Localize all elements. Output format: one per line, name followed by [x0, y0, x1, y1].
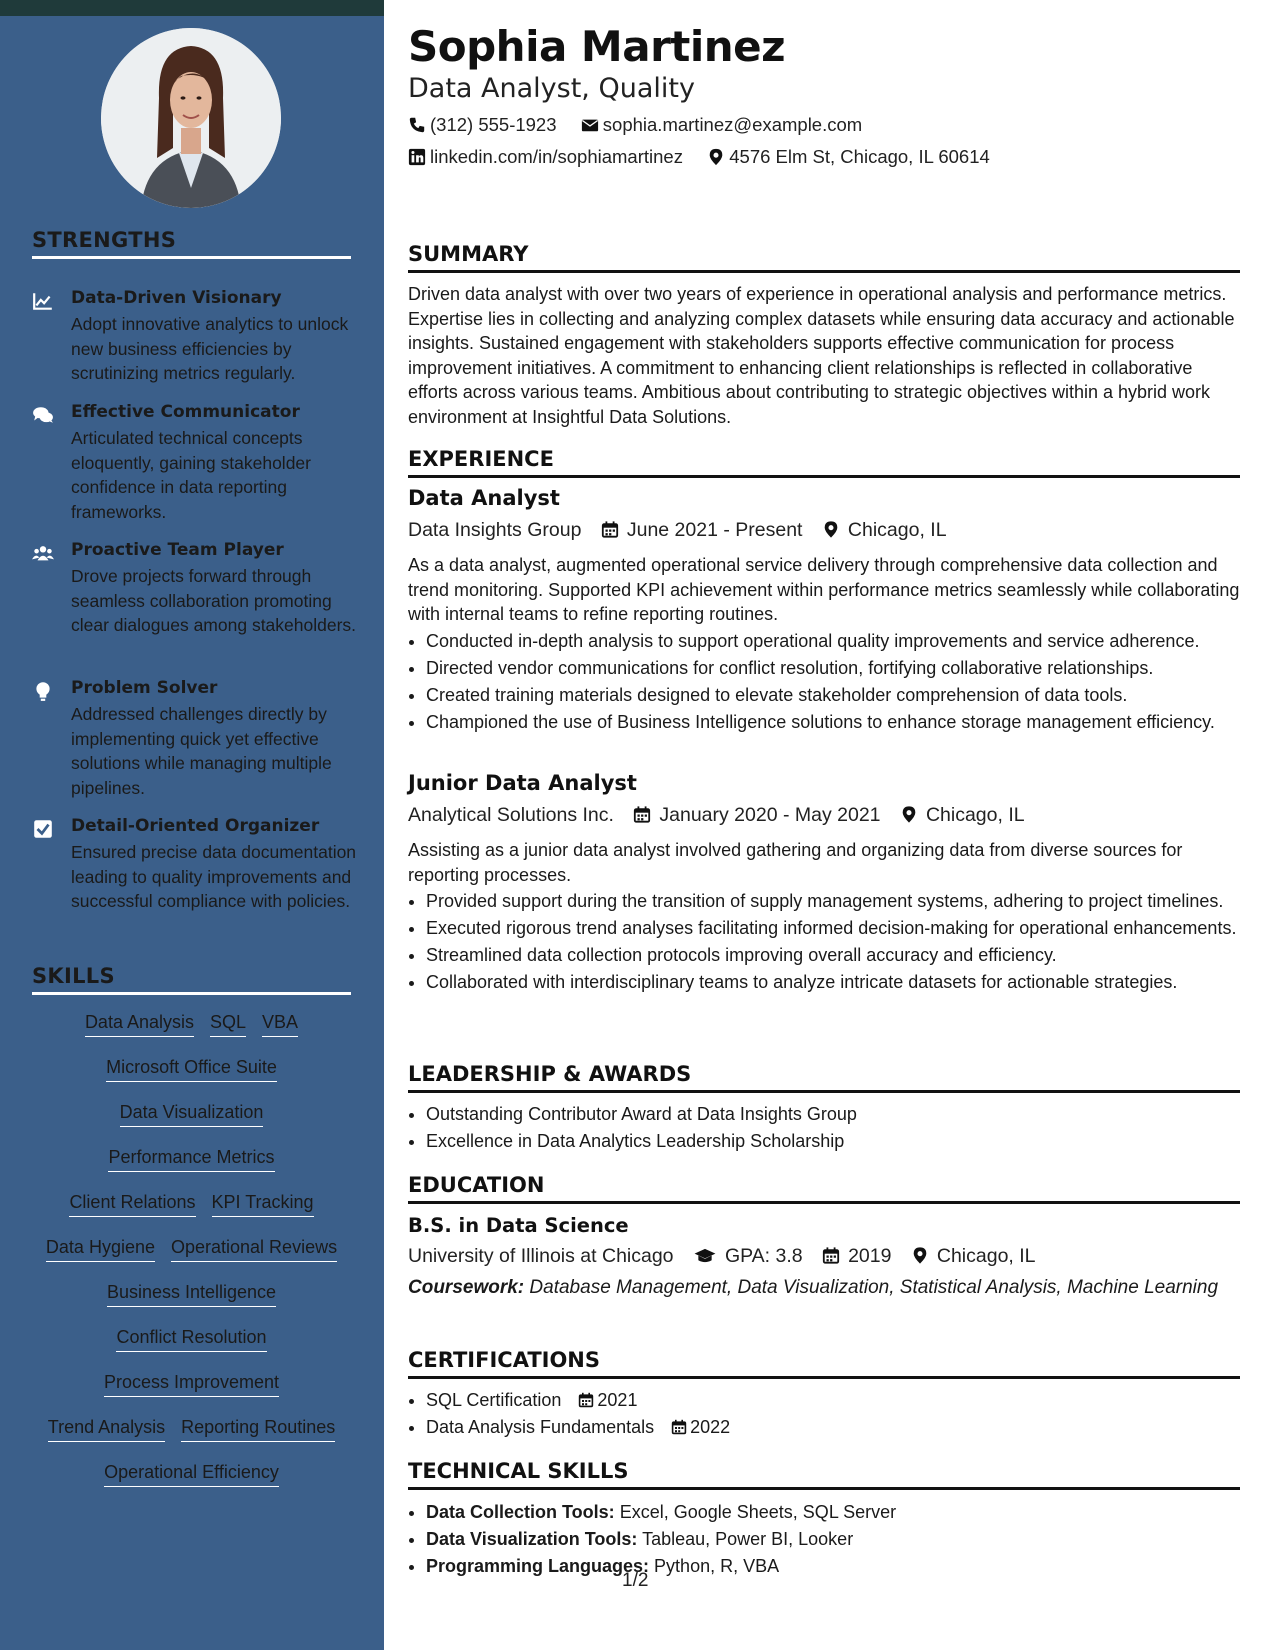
- skills-row: [32, 1462, 351, 1487]
- job-title: Data Analyst: [408, 486, 560, 510]
- strength-title: Data-Driven Visionary: [71, 288, 282, 308]
- skills-row: [32, 1237, 351, 1262]
- list-item: • Outstanding Contributor Award at Data Insights Group: [426, 1102, 1258, 1127]
- list-item: • Created training materials designed to elevate stakeholder comprehension of data tools.: [426, 683, 1258, 708]
- top-accent-strip: [0, 0, 384, 16]
- linkedin-link[interactable]: linkedin.com/in/sophiamartinez: [430, 146, 683, 167]
- education-heading: EDUCATION: [408, 1173, 1240, 1204]
- strength-desc: Drove projects forward through seamless collaboration promoting clear dialogues among stakeholders.: [71, 566, 357, 635]
- leadership-list: [408, 1102, 1258, 1156]
- users-icon: [32, 542, 54, 564]
- school-name: University of Illinois at Chicago: [408, 1245, 674, 1267]
- comments-icon: [32, 404, 54, 426]
- contact-line: [408, 146, 990, 168]
- skill-tag: Business Intelligence: [107, 1282, 276, 1307]
- phone-icon: [408, 116, 426, 134]
- job-dates: January 2020 - May 2021: [659, 804, 881, 826]
- envelope-icon: [581, 116, 599, 134]
- skills-row: [32, 1282, 351, 1307]
- skills-row: [32, 1102, 351, 1127]
- candidate-name: Sophia Martinez: [408, 22, 786, 71]
- strength-title: Proactive Team Player: [71, 540, 284, 560]
- tech-label: Programming Languages:: [426, 1556, 650, 1576]
- calendar-icon: [601, 520, 619, 539]
- tech-label: Data Visualization Tools:: [426, 1529, 638, 1549]
- address-text: 4576 Elm St, Chicago, IL 60614: [729, 146, 990, 167]
- skill-tag: Trend Analysis: [48, 1417, 165, 1442]
- candidate-title: Data Analyst, Quality: [408, 73, 695, 104]
- cert-year: 2022: [690, 1417, 731, 1437]
- technical-skills-heading: TECHNICAL SKILLS: [408, 1459, 1240, 1490]
- coursework: [408, 1276, 1240, 1301]
- strength-desc: Articulated technical concepts eloquently, gaining stakeholder confidence in data reporting frameworks.: [71, 428, 311, 522]
- technical-skills-list: [408, 1500, 1258, 1581]
- list-item: [426, 1500, 1258, 1525]
- job-description: Assisting as a junior data analyst involved gathering and organizing data from diverse sources for reporting processes.: [408, 840, 1183, 885]
- cert-name: Data Analysis Fundamentals: [426, 1417, 655, 1437]
- email-text[interactable]: sophia.martinez@example.com: [602, 114, 863, 135]
- certifications-list: [408, 1388, 1258, 1442]
- experience-heading: EXPERIENCE: [408, 447, 1240, 478]
- job-company: Data Insights Group: [408, 519, 582, 541]
- degree-title: B.S. in Data Science: [408, 1214, 629, 1237]
- tech-value: Tableau, Power BI, Looker: [642, 1529, 854, 1549]
- list-item: [426, 1554, 1258, 1579]
- education-meta: [408, 1245, 1036, 1268]
- contact-line: [408, 114, 862, 136]
- skills-row: [32, 1147, 351, 1172]
- list-item: • Directed vendor communications for conflict resolution, fortifying collaborative relationships.: [426, 656, 1258, 681]
- skill-tag: Reporting Routines: [181, 1417, 335, 1442]
- phone-text[interactable]: (312) 555-1923: [430, 114, 557, 135]
- list-item: [426, 1527, 1258, 1552]
- calendar-icon: [633, 805, 651, 824]
- list-item: • Collaborated with interdisciplinary teams to analyze intricate datasets for actionable strategies.: [426, 970, 1258, 995]
- skill-tag: Data Visualization: [120, 1102, 264, 1127]
- skill-tag: Performance Metrics: [108, 1147, 274, 1172]
- lightbulb-icon: [32, 680, 54, 702]
- coursework-text: Database Management, Data Visualization, Statistical Analysis, Machine Learning: [529, 1277, 1219, 1298]
- skill-tag: Data Analysis: [85, 1012, 194, 1037]
- calendar-icon: [671, 1419, 687, 1435]
- skills-row: [32, 1012, 351, 1037]
- skill-tag: SQL: [210, 1012, 246, 1037]
- job-company: Analytical Solutions Inc.: [408, 804, 614, 826]
- job-location: Chicago, IL: [847, 519, 947, 541]
- cert-name: SQL Certification: [426, 1390, 562, 1410]
- skills-row: [32, 1057, 351, 1082]
- coursework-label: Coursework:: [408, 1277, 525, 1298]
- calendar-icon: [578, 1392, 594, 1408]
- list-item: • Executed rigorous trend analyses facilitating informed decision-making for operational enhancements.: [426, 916, 1258, 941]
- gpa-text: GPA: 3.8: [724, 1245, 803, 1267]
- job-bullets: [408, 629, 1258, 737]
- skill-tag: Operational Reviews: [171, 1237, 337, 1262]
- cert-year: 2021: [597, 1390, 638, 1410]
- calendar-icon: [822, 1246, 840, 1265]
- skills-row: [32, 1372, 351, 1397]
- job-meta: [408, 804, 1025, 827]
- list-item: • Provided support during the transition of supply management systems, adhering to project timelines.: [426, 889, 1258, 914]
- list-item: [426, 1415, 1258, 1440]
- skill-tag: VBA: [262, 1012, 298, 1037]
- skill-tag: Microsoft Office Suite: [106, 1057, 277, 1082]
- skills-row: [32, 1192, 351, 1217]
- skills-row: [32, 1417, 351, 1442]
- strength-desc: Addressed challenges directly by implementing quick yet effective solutions while managing multiple pipelines.: [71, 704, 332, 798]
- strength-title: Effective Communicator: [71, 402, 300, 422]
- strength-title: Problem Solver: [71, 678, 218, 698]
- list-item: • Streamlined data collection protocols improving overall accuracy and efficiency.: [426, 943, 1258, 968]
- skill-tag: Process Improvement: [104, 1372, 279, 1397]
- profile-photo: [101, 28, 281, 208]
- linkedin-icon: [408, 148, 426, 166]
- strength-title: Detail-Oriented Organizer: [71, 816, 320, 836]
- job-location: Chicago, IL: [925, 804, 1025, 826]
- graduation-year: 2019: [848, 1245, 892, 1267]
- job-bullets: [408, 889, 1258, 997]
- certifications-heading: CERTIFICATIONS: [408, 1348, 1240, 1379]
- skill-tag: Data Hygiene: [46, 1237, 155, 1262]
- chart-line-icon: [32, 290, 54, 312]
- list-item: • Championed the use of Business Intelligence solutions to enhance storage management efficiency.: [426, 710, 1258, 735]
- job-description: As a data analyst, augmented operational service delivery through comprehensive data collection and trend monitoring. Supported KPI achievement within performance metrics seamlessly while collaborating with internal teams to refine reporting routines.: [408, 555, 1240, 624]
- tech-value: Python, R, VBA: [654, 1556, 780, 1576]
- skill-tag: KPI Tracking: [212, 1192, 314, 1217]
- leadership-heading: LEADERSHIP & AWARDS: [408, 1062, 1240, 1093]
- job-meta: [408, 519, 947, 542]
- map-marker-icon: [900, 805, 918, 824]
- summary-heading: SUMMARY: [408, 242, 1240, 273]
- skill-tag: Client Relations: [69, 1192, 195, 1217]
- list-item: [426, 1388, 1258, 1413]
- map-marker-icon: [822, 520, 840, 539]
- skills-heading: SKILLS: [32, 964, 351, 995]
- tech-label: Data Collection Tools:: [426, 1502, 615, 1522]
- education-location: Chicago, IL: [936, 1245, 1036, 1267]
- list-item: • Excellence in Data Analytics Leadership Scholarship: [426, 1129, 1258, 1154]
- map-marker-icon: [911, 1246, 929, 1265]
- tech-value: Excel, Google Sheets, SQL Server: [619, 1502, 897, 1522]
- map-marker-icon: [707, 148, 725, 166]
- summary-text: Driven data analyst with over two years of experience in operational analysis and performance metrics. Expertise lies in collecting and analyzing complex datasets while ensuring data accuracy and actionable insights. Sustained engagement with stakeholders supports effective communication for process improvement initiatives. A commitment to enhancing client relationships is reflected in collaborative efforts across various teams. Ambitious about contributing to strategic objectives within a hybrid work environment at Insightful Data Solutions.: [408, 284, 1235, 427]
- job-dates: June 2021 - Present: [626, 519, 803, 541]
- checkbox-icon: [32, 818, 54, 840]
- skill-tag: Operational Efficiency: [104, 1462, 279, 1487]
- graduation-cap-icon: [693, 1246, 717, 1265]
- strengths-heading: STRENGTHS: [32, 228, 351, 259]
- list-item: • Conducted in-depth analysis to support operational quality improvements and service adherence.: [426, 629, 1258, 654]
- strength-desc: Ensured precise data documentation leading to quality improvements and successful compliance with policies.: [71, 842, 357, 911]
- job-title: Junior Data Analyst: [408, 771, 637, 795]
- strength-desc: Adopt innovative analytics to unlock new business efficiencies by scrutinizing metrics regularly.: [71, 314, 349, 383]
- page-number: 1/2: [622, 1570, 649, 1591]
- skills-row: [32, 1327, 351, 1352]
- skill-tag: Conflict Resolution: [116, 1327, 266, 1352]
